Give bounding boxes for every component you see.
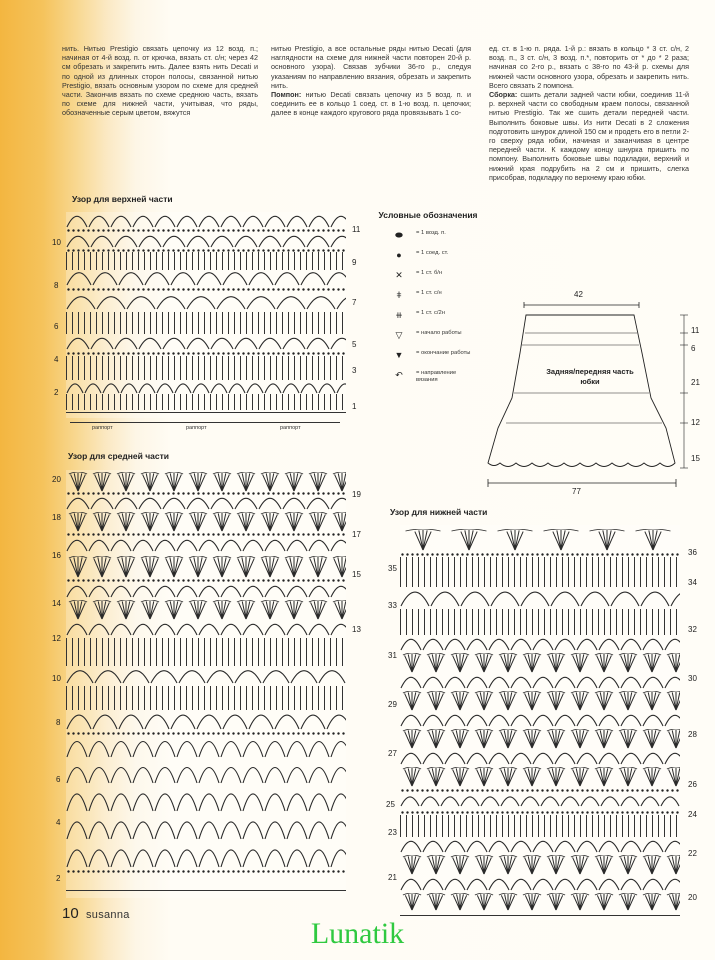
- stitch-row: [400, 691, 680, 711]
- middle-chart-title: Узор для средней части: [68, 451, 170, 461]
- stitch-row: [66, 732, 346, 735]
- stitch-row: [66, 712, 346, 730]
- legend-item: [378, 306, 478, 326]
- row-number: 24: [688, 810, 697, 819]
- stitch-row: [66, 294, 346, 310]
- row-number: 28: [688, 730, 697, 739]
- symbol-legend: [378, 210, 478, 386]
- upper-stitch-chart: [66, 212, 346, 418]
- direction-arrow-icon: ↶: [395, 370, 403, 380]
- instructions-column-1: [62, 44, 258, 118]
- rapport-divider: [70, 422, 340, 423]
- stitch-row: [66, 764, 346, 784]
- legend-label: = 1 ст. б/н: [416, 270, 443, 276]
- row-number: 31: [388, 651, 397, 660]
- row-number: 30: [688, 674, 697, 683]
- stitch-row: [66, 579, 346, 582]
- stitch-row: [66, 622, 346, 636]
- instructions-text: ед. ст. в 1-ю п. ряда. 1-й р.: вязать в кольцо * 3 ст. с/н, 2 возд. п., 3 ст. с/н, 3 возд. п.*, повторить от * до * 2 раза; начиная со 2-го р., вязать с 38-го по 43-й р. схемы для нижней части основного узора, обрезать и закрепить нить. Всего связать 2 помпона.: [489, 44, 689, 90]
- stitch-row: [66, 492, 346, 495]
- stitch-row: [400, 789, 680, 792]
- instructions-column-2: [271, 44, 471, 118]
- instructions-column-3: [489, 44, 689, 182]
- bottom-width-label: 77: [572, 487, 581, 496]
- legend-label: = 1 ст. с/н: [416, 290, 442, 296]
- instructions-text: нитью Prestigio, а все остальные ряды нитью Decati (для наглядности на схеме для нижней части повторен 20-й р. основного узора). Связав зубчики 36-го р., следуя указаниям по направлению вязания, обрезать и закрепить нить.: [271, 44, 471, 90]
- stitch-row: [66, 234, 346, 248]
- instructions-text: сшить детали задней части юбки, соединив 11-й р. верхней части со свободным краем полосы, связанной нитью Prestigio. Так же сшить детали передней части. Выполнить боковые швы. Из нити Decati в 2 сложения подготовить шнурок длиной 150 см и продеть его в петли 2-го сверху ряда юбки, начиная и заканчивая в центре передней части. К каждому концу шнурка пришить по помпону. Выполнить боковые швы подкладки, верхний и нижний края подрубить на 2 см и пришить, слегка присобрав, подкладку по верхнему краю юбки.: [489, 90, 689, 182]
- skirt-part-title: Задняя/передняя часть юбки: [546, 367, 634, 386]
- stitch-row: [400, 767, 680, 787]
- row-number: 35: [388, 564, 397, 573]
- stitch-row: [400, 795, 680, 807]
- legend-item: [378, 346, 478, 366]
- stitch-row: [66, 382, 346, 394]
- stitch-row: [66, 336, 346, 350]
- legend-label: = 1 соед. ст.: [416, 250, 449, 256]
- height-label: 11: [691, 326, 700, 335]
- row-number: 4: [56, 818, 61, 827]
- stitch-row: [66, 818, 346, 840]
- stitch-row: [66, 312, 346, 334]
- legend-item: [378, 246, 478, 266]
- stitch-row: [400, 839, 680, 853]
- row-number: 4: [54, 355, 59, 364]
- stitch-row: [66, 638, 346, 666]
- legend-item: [378, 266, 478, 286]
- stitch-row: [66, 288, 346, 291]
- legend-label: = 1 ст. с/2н: [416, 310, 445, 316]
- row-number: 5: [352, 340, 357, 349]
- stitch-row: [66, 214, 346, 228]
- row-number: 33: [388, 601, 397, 610]
- legend-label: = окончание работы: [416, 350, 471, 356]
- height-label: 15: [691, 454, 700, 463]
- row-number: 34: [688, 578, 697, 587]
- stitch-row: [400, 815, 680, 837]
- stitch-row: [400, 877, 680, 891]
- page-number: 10: [62, 905, 79, 922]
- stitch-row: [66, 394, 346, 410]
- row-number: 3: [352, 366, 357, 375]
- skirt-schematic: [484, 288, 704, 500]
- upper-chart-title: Узор для верхней части: [72, 194, 173, 204]
- row-number: 16: [52, 551, 61, 560]
- stitch-row: [400, 609, 680, 635]
- slip-stitch-icon: ●: [396, 250, 402, 260]
- stitch-row: [400, 713, 680, 727]
- row-number: 17: [352, 530, 361, 539]
- row-number: 29: [388, 700, 397, 709]
- stitch-row: [66, 252, 346, 270]
- row-number: 19: [352, 490, 361, 499]
- row-number: 7: [352, 298, 357, 307]
- skirt-outline: [484, 288, 704, 500]
- rapport-label: раппорт: [186, 425, 207, 431]
- stitch-row: [66, 584, 346, 598]
- row-number: 10: [52, 674, 61, 683]
- magazine-brand: susanna: [86, 909, 130, 921]
- stitch-row: [66, 870, 346, 873]
- lower-chart-title: Узор для нижней части: [390, 507, 488, 517]
- stitch-row: [66, 412, 346, 413]
- row-number: 15: [352, 570, 361, 579]
- stitch-row: [400, 557, 680, 587]
- stitch-row: [66, 686, 346, 710]
- stitch-row: [66, 790, 346, 812]
- row-number: 6: [54, 322, 59, 331]
- stitch-row: [66, 496, 346, 510]
- height-label: 12: [691, 418, 700, 427]
- legend-label: = 1 возд. п.: [416, 230, 446, 236]
- legend-item: [378, 326, 478, 346]
- legend-item: [378, 366, 478, 386]
- stitch-row: [66, 556, 346, 578]
- row-number: 11: [352, 225, 361, 234]
- legend-item: [378, 226, 478, 246]
- instructions-text: нитью Decati связать цепочку из 5 возд. п. и соединить ее в кольцо 1 соед. ст. в 1-ю возд. п. цепочки; далее в конце каждого кругового ряда провязывать 1 со-: [271, 90, 471, 118]
- stitch-row: [400, 729, 680, 749]
- height-label: 21: [691, 378, 700, 387]
- stitch-row: [66, 472, 346, 492]
- row-number: 23: [388, 828, 397, 837]
- stitch-row: [400, 675, 680, 689]
- stitch-row: [66, 270, 346, 286]
- single-crochet-icon: ✕: [395, 270, 403, 280]
- row-number: 1: [352, 402, 357, 411]
- row-number: 2: [54, 388, 59, 397]
- middle-stitch-chart: [66, 470, 346, 898]
- lower-stitch-chart: [400, 525, 680, 920]
- stitch-row: [66, 846, 346, 868]
- legend-item: [378, 286, 478, 306]
- stitch-row: [400, 589, 680, 607]
- top-width-label: 42: [574, 290, 583, 299]
- row-number: 26: [688, 780, 697, 789]
- rapport-label: раппорт: [280, 425, 301, 431]
- stitch-row: [66, 512, 346, 532]
- double-treble-icon: ⧺: [395, 310, 403, 320]
- stitch-row: [400, 553, 680, 556]
- row-number: 20: [52, 475, 61, 484]
- assembly-heading: Сборка:: [489, 90, 518, 100]
- stitch-row: [400, 915, 680, 916]
- legend-label: = начало работы: [416, 330, 462, 336]
- chain-stitch-icon: ⬬: [395, 230, 403, 240]
- double-crochet-icon: ǂ: [396, 290, 402, 300]
- stitch-row: [66, 356, 346, 380]
- row-number: 21: [388, 873, 397, 882]
- stitch-row: [66, 533, 346, 536]
- rapport-label: раппорт: [92, 425, 113, 431]
- start-work-icon: ▽: [395, 330, 403, 340]
- stitch-row: [400, 893, 680, 911]
- stitch-row: [400, 751, 680, 765]
- stitch-row: [66, 538, 346, 552]
- stitch-row: [66, 600, 346, 620]
- row-number: 6: [56, 775, 61, 784]
- stitch-row: [400, 855, 680, 875]
- stitch-row: [400, 637, 680, 651]
- pompon-heading: Помпон:: [271, 90, 302, 100]
- row-number: 14: [52, 599, 61, 608]
- stitch-row: [400, 653, 680, 673]
- stitch-row: [66, 352, 346, 355]
- watermark: Lunatik: [310, 917, 405, 950]
- row-number: 22: [688, 849, 697, 858]
- row-number: 13: [352, 625, 361, 634]
- row-number: 18: [52, 513, 61, 522]
- row-number: 27: [388, 749, 397, 758]
- row-number: 12: [52, 634, 61, 643]
- stitch-row: [66, 890, 346, 891]
- end-work-icon: ▼: [394, 350, 404, 360]
- stitch-row: [66, 738, 346, 758]
- row-number: 8: [56, 718, 61, 727]
- row-number: 32: [688, 625, 697, 634]
- row-number: 9: [352, 258, 357, 267]
- row-number: 10: [52, 238, 61, 247]
- legend-label: = направление вязания: [416, 370, 457, 383]
- stitch-row: [66, 229, 346, 232]
- row-number: 20: [688, 893, 697, 902]
- stitch-row: [400, 811, 680, 814]
- height-label: 6: [691, 344, 696, 353]
- row-number: 36: [688, 548, 697, 557]
- instructions-text: нить. Нитью Prestigio связать цепочку из 12 возд. п.; начиная от 4-й возд. п. от крючка, вязать ст. с/н; через 42 см обрезать и закрепить нить. Далее взять нить Decati и по одной из длинных сторон полосы, связанной нитью Prestigio, вязать основным узором по схеме для средней части. Закончив вязать по схеме среднюю часть, вязать по схеме для нижней части, учитывая, что ряды, обозначенные серым цветом, вяжутся: [62, 44, 258, 118]
- legend-title: Условные обозначения: [378, 210, 478, 220]
- row-number: 25: [386, 800, 395, 809]
- stitch-row: [400, 529, 680, 551]
- row-number: 2: [56, 874, 61, 883]
- row-number: 8: [54, 281, 59, 290]
- stitch-row: [66, 668, 346, 684]
